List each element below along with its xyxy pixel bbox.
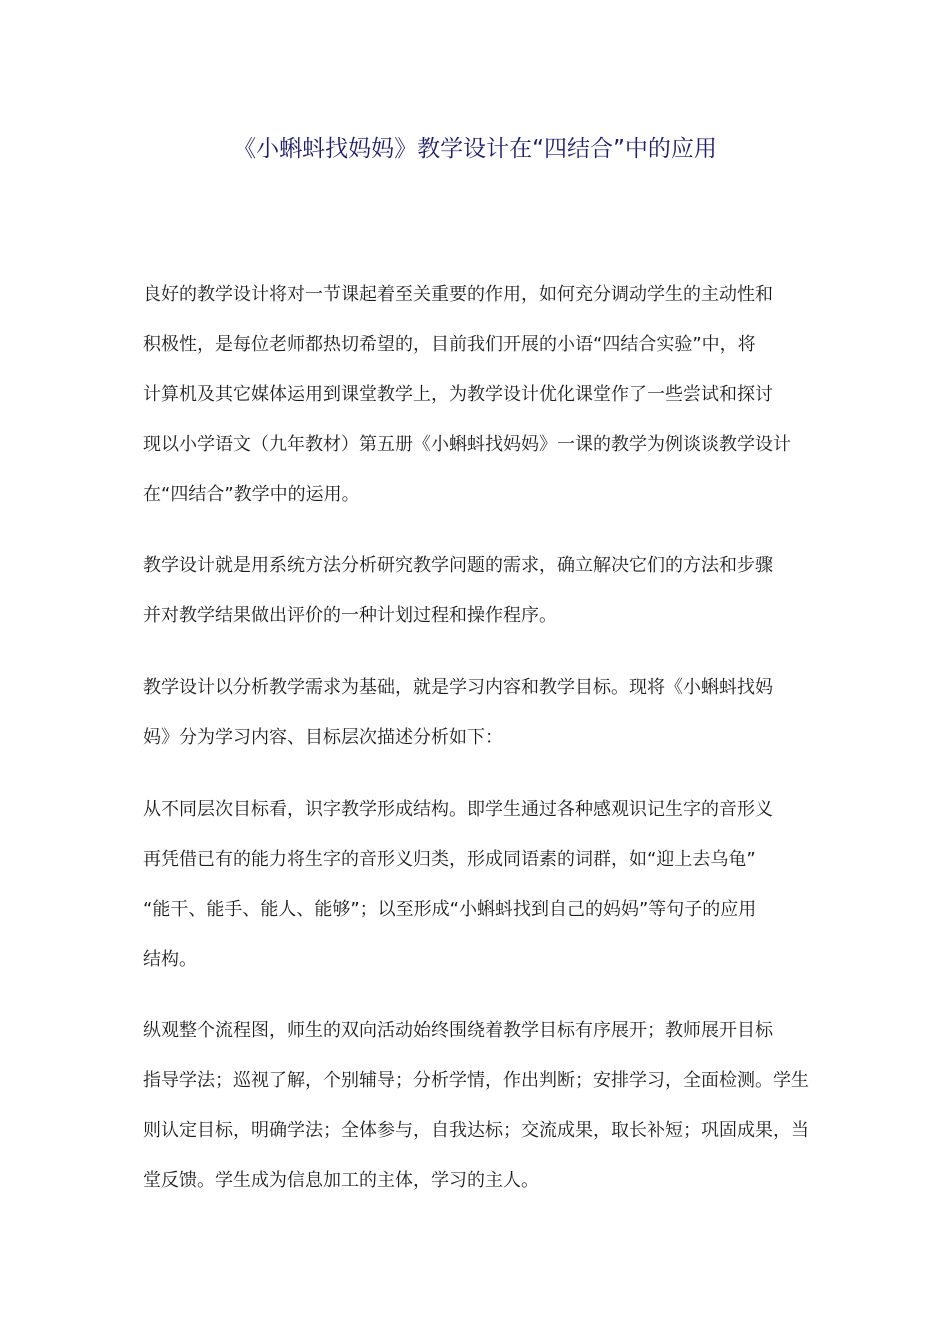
paragraph-line: 纵观整个流程图，师生的双向活动始终围绕着教学目标有序展开；教师展开目标 (143, 1020, 773, 1041)
paragraph-line: 再凭借已有的能力将生字的音形义归类，形成同语素的词群，如“迎上去乌龟” (143, 849, 756, 870)
paragraph-1 (143, 270, 815, 520)
paragraph-4 (143, 785, 815, 985)
paragraph-line: 指导学法；巡视了解，个别辅导；分析学情，作出判断；安排学习，全面检测。学生 (143, 1070, 809, 1091)
paragraph-5 (143, 1006, 815, 1206)
paragraph-line: 计算机及其它媒体运用到课堂教学上，为教学设计优化课堂作了一些尝试和探讨 (143, 384, 773, 405)
paragraph-3 (143, 663, 815, 763)
paragraph-line: 妈》分为学习内容、目标层次描述分析如下： (143, 727, 503, 748)
paragraph-line: 则认定目标，明确学法；全体参与，自我达标；交流成果，取长补短；巩固成果，当 (143, 1120, 809, 1141)
paragraph-line: 现以小学语文（九年教材）第五册《小蝌蚪找妈妈》一课的教学为例谈谈教学设计 (143, 434, 791, 455)
paragraph-line: “能干、能手、能人、能够”；以至形成“小蝌蚪找到自己的妈妈”等句子的应用 (143, 899, 757, 920)
paragraph-line: 在“四结合”教学中的运用。 (143, 484, 360, 505)
paragraph-line: 并对教学结果做出评价的一种计划过程和操作程序。 (143, 605, 557, 626)
paragraph-2 (143, 541, 815, 641)
paragraph-line: 堂反馈。学生成为信息加工的主体，学习的主人。 (143, 1170, 539, 1191)
paragraph-line: 教学设计以分析教学需求为基础，就是学习内容和教学目标。现将《小蝌蚪找妈 (143, 677, 773, 698)
paragraph-line: 从不同层次目标看，识字教学形成结构。即学生通过各种感观识记生字的音形义 (143, 799, 773, 820)
document-title: 《小蝌蚪找妈妈》教学设计在“四结合”中的应用 (233, 136, 717, 162)
paragraph-line: 积极性，是每位老师都热切希望的，目前我们开展的小语“四结合实验”中，将 (143, 334, 756, 355)
paragraph-line: 教学设计就是用系统方法分析研究教学问题的需求，确立解决它们的方法和步骤 (143, 555, 773, 576)
paragraph-line: 结构。 (143, 949, 197, 970)
paragraph-line: 良好的教学设计将对一节课起着至关重要的作用，如何充分调动学生的主动性和 (143, 284, 773, 305)
